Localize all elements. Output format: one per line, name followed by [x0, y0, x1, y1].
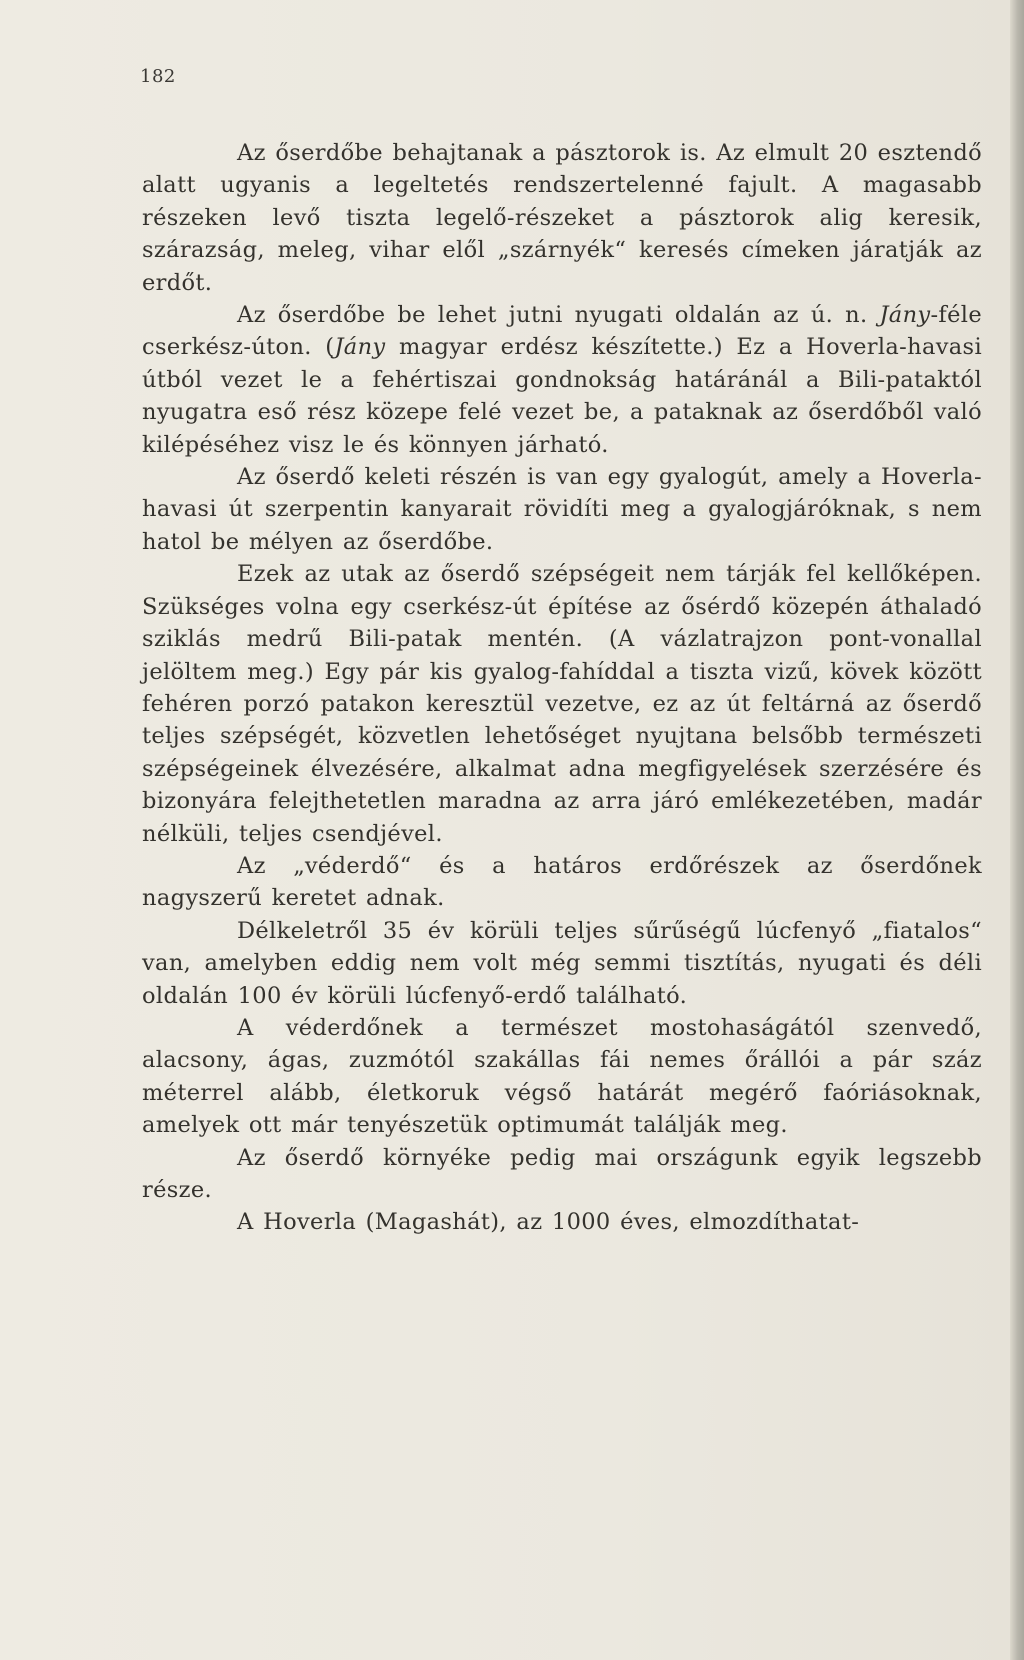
paragraph: Az „véderdő“ és a határos erdőrészek az őserdőnek nagyszerű keretet adnak. — [142, 852, 982, 912]
italic-name: Jány — [334, 334, 386, 361]
paragraph: Ezek az utak az őserdő szépségeit nem tárják fel kellőképen. Szükséges volna egy cserkész-út építése az ősérdő közepén áthaladó sziklás medrű Bili-patak mentén. (A vázlatrajzon pont-vonallal jelöltem meg.) Egy pár kis gyalog-fahíddal a tiszta vizű, kövek között fehéren porzó patakon keresztül vezetve, ez az út feltárná az őserdő teljes szépségét, közvetlen lehetőséget nyujtana belsőbb természeti szépségeinek élvezésére, alkalmat adna megfigyelések szerzésére és bizonyára felejthetetlen maradna az arra járó emlékezetében, madár nélküli, teljes csendjével. — [142, 561, 982, 847]
page-edge-shadow — [1010, 0, 1024, 1660]
paragraph-text: Az őserdőbe be lehet jutni nyugati oldalán az ú. n. — [237, 302, 880, 329]
paragraph: Az őserdő keleti részén is van egy gyalogút, amely a Hoverla-havasi út szerpentin kanyarait rövidíti meg a gyalogjáróknak, s nem hatol be mélyen az őserdőbe. — [142, 464, 982, 555]
page-number: 182 — [140, 66, 176, 87]
paragraph: A Hoverla (Magashát), az 1000 éves, elmozdíthatat- — [237, 1209, 860, 1236]
paragraph — [142, 299, 982, 461]
paragraph: Az őserdőbe behajtanak a pásztorok is. Az elmult 20 esztendő alatt ugyanis a legeltetés rendszertelenné fajult. A magasabb részeken levő tiszta legelő-részeket a pásztorok alig keresik, szárazság, meleg, vihar elől „szárnyék“ keresés címeken járatják az erdőt. — [142, 140, 982, 296]
paragraph: Délkeletről 35 év körüli teljes sűrűségű lúcfenyő „fiatalos“ van, amelyben eddig nem volt még semmi tisztítás, nyugati és déli oldalán 100 év körüli lúcfenyő-erdő található. — [142, 917, 982, 1009]
body-text — [142, 137, 982, 1239]
paragraph: Az őserdő környéke pedig mai országunk egyik legszebb része. — [142, 1144, 982, 1203]
paragraph-text: magyar erdész készítette.) Ez a Hoverla-havasi útból vezet le a fehértiszai gondnokság határánál a Bili-pataktól nyugatra eső rész közepe felé vezet be, a pataknak az őserdőből való kilépéséhez visz le és könnyen járható. — [142, 334, 982, 458]
italic-name: Jány — [879, 302, 931, 329]
paragraph: A véderdőnek a természet mostohaságától szenvedő, alacsony, ágas, zuzmótól szakállas fái nemes őrállói a pár száz méterrel alább, életkoruk végső határát megérő faóriásoknak, amelyek ott már tenyészetük optimumát találják meg. — [142, 1014, 982, 1139]
paragraph-text: -féle cserkész-úton. ( — [142, 302, 982, 361]
